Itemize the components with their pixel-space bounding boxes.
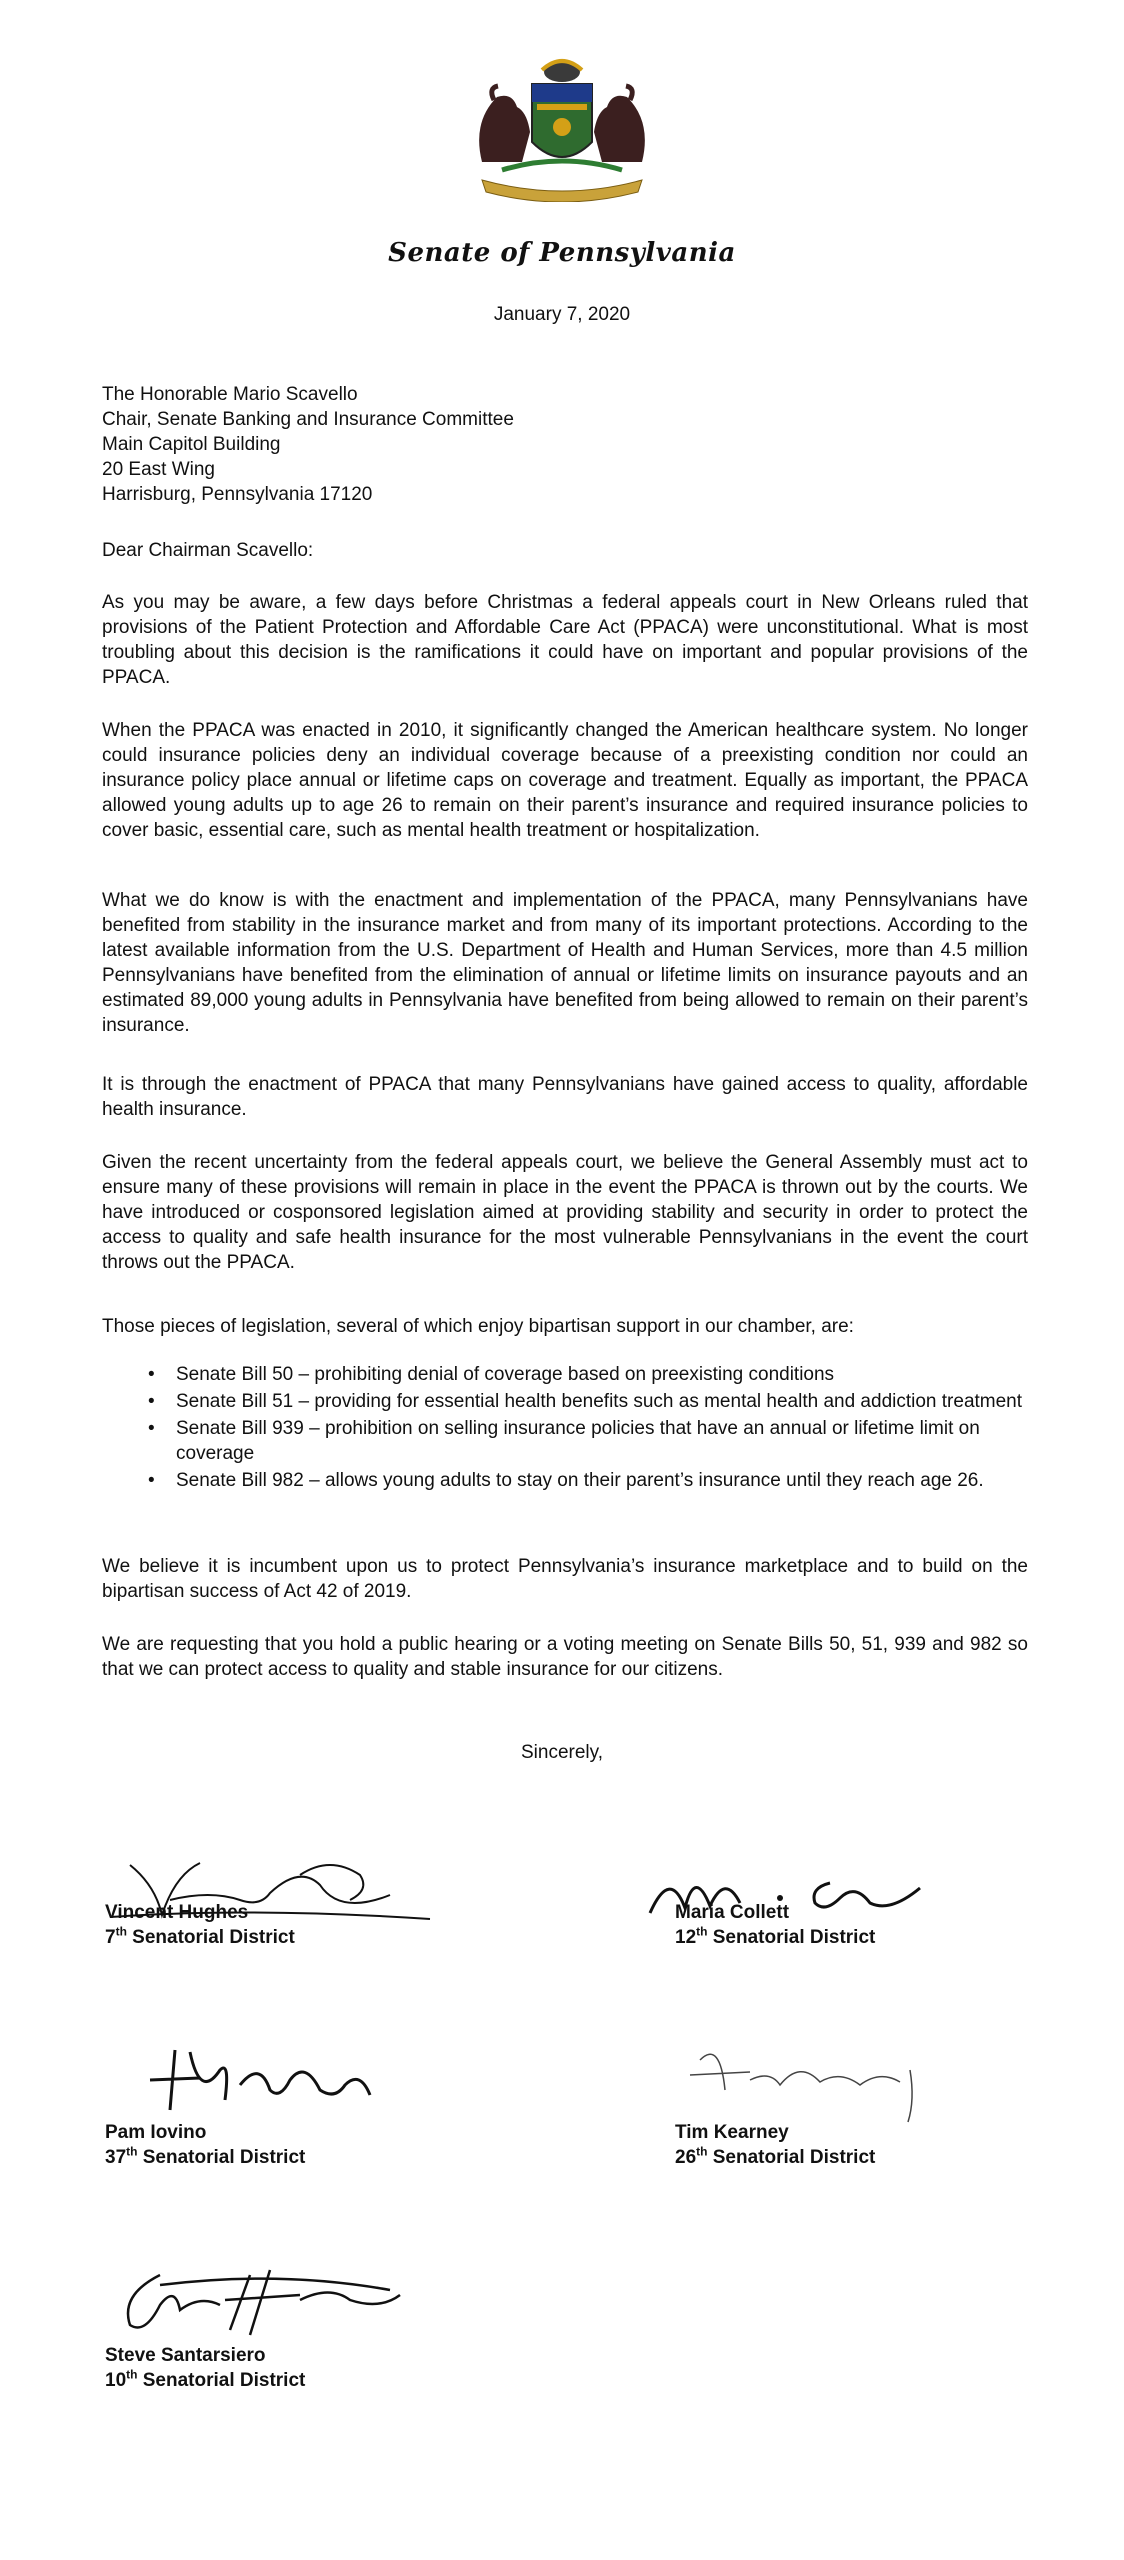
signer-block [675,2120,875,2170]
signer-block [105,2343,305,2393]
bill-item: • Senate Bill 50 – prohibiting denial of coverage based on preexisting conditions [148,1362,1034,1387]
closing-word: Sincerely, [520,1742,603,1763]
address-line: Chair, Senate Banking and Insurance Committee [102,409,514,430]
signer-district: 37th Senatorial District [105,2144,306,2168]
signature-pam-iovino [130,2040,390,2120]
signer-name: Vincent Hughes [105,1902,249,1923]
signature-steve-santarsiero [100,2255,420,2345]
signer-district: 10th Senatorial District [105,2367,306,2391]
bill-item: • Senate Bill 982 – allows young adults to stay on their parent’s insurance until they reach age 26. [148,1468,1034,1493]
pennsylvania-seal-icon [442,52,682,202]
signer-name: Maria Collett [675,1902,790,1923]
signature-tim-kearney [680,2030,940,2130]
address-line: Main Capitol Building [102,434,281,455]
bill-list [148,1362,1034,1495]
address-line: Harrisburg, Pennsylvania 17120 [102,484,373,505]
letterhead-title: Senate of Pennsylvania [388,238,736,268]
signer-block [675,1900,875,1950]
bill-item: • Senate Bill 51 – providing for essential health benefits such as mental health and addiction treatment [148,1389,1034,1414]
address-line: 20 East Wing [102,459,215,480]
body-paragraph: Given the recent uncertainty from the federal appeals court, we believe the General Assembly must act to ensure many of these provisions will remain in place in the event the PPACA is thrown out by the courts. We have introduced or cosponsored legislation aimed at providing stability and security in order to protect the access to quality and safe health insurance for the most vulnerable Pennsylvanians in the event the court throws out the PPACA. [102,1152,1028,1273]
closing-paragraph: We believe it is incumbent upon us to protect Pennsylvania’s insurance marketplace and to build on the bipartisan success of Act 42 of 2019. [102,1556,1028,1602]
salutation: Dear Chairman Scavello: [102,540,314,561]
signer-name: Pam Iovino [105,2122,207,2143]
address-line: The Honorable Mario Scavello [102,384,358,405]
bill-item: • Senate Bill 939 – prohibition on selling insurance policies that have an annual or lifetime limit on coverage [148,1416,1034,1466]
signer-name: Tim Kearney [675,2122,789,2143]
signer-block [105,2120,305,2170]
signer-district: 7th Senatorial District [105,1924,295,1948]
recipient-address [102,382,514,507]
letter-date: January 7, 2020 [493,304,631,325]
closing-paragraph: We are requesting that you hold a public hearing or a voting meeting on Senate Bills 50, 51, 939 and 982 so that we can protect access to quality and stable insurance for our citizens. [102,1634,1028,1680]
signer-block [105,1900,295,1950]
body-paragraph: It is through the enactment of PPACA that many Pennsylvanians have gained access to quality, affordable health insurance. [102,1074,1028,1120]
body-paragraph: As you may be aware, a few days before Christmas a federal appeals court in New Orleans ruled that provisions of the Patient Protection and Affordable Care Act (PPACA) were unconstitutional. What is most troubling about this decision is the ramifications it could have on important and popular provisions of the PPACA. [102,592,1028,688]
body-paragraph: When the PPACA was enacted in 2010, it significantly changed the American healthcare system. No longer could insurance policies deny an individual coverage because of a preexisting condition nor could an insurance policy place annual or lifetime caps on coverage and treatment. Equally as important, the PPACA allowed young adults up to age 26 to remain on their parent’s insurance and required insurance policies to cover basic, essential care, such as mental health treatment or hospitalization. [102,720,1028,841]
signer-name: Steve Santarsiero [105,2345,266,2366]
signer-district: 12th Senatorial District [675,1924,876,1948]
signer-district: 26th Senatorial District [675,2144,876,2168]
body-paragraph: What we do know is with the enactment and implementation of the PPACA, many Pennsylvanians have benefited from stability in the insurance market and from many of its important protections. According to the latest available information from the U.S. Department of Health and Human Services, more than 4.5 million Pennsylvanians have benefited from the elimination of annual or lifetime limits on insurance payouts and an estimated 89,000 young adults in Pennsylvania have benefited from being allowed to remain on their parent’s insurance. [102,890,1028,1036]
legislation-intro: Those pieces of legislation, several of which enjoy bipartisan support in our chamber, are: [102,1316,854,1337]
